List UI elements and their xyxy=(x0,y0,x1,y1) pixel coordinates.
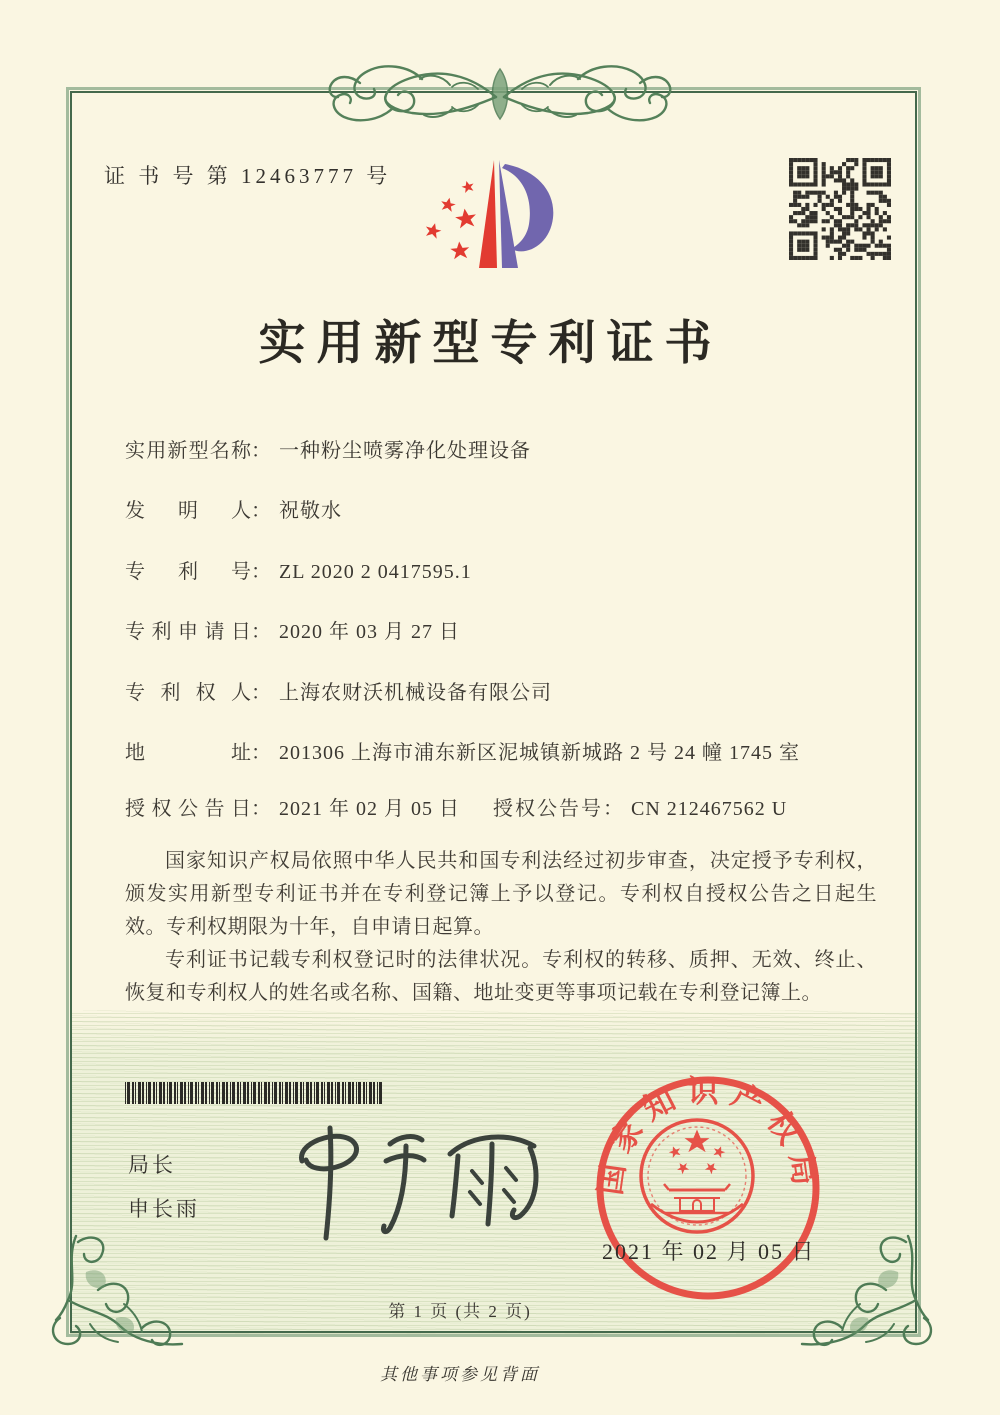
field-value: 祝敬水 xyxy=(279,500,342,522)
official-seal xyxy=(592,1072,824,1304)
page-indicator: 第 1 页 (共 2 页) xyxy=(388,1302,532,1321)
field-label: 专利权人 xyxy=(125,682,251,704)
field-label: 专利申请日 xyxy=(125,621,251,643)
seal-date: 2021 年 02 月 05 日 xyxy=(602,1239,816,1264)
field-grant-number xyxy=(493,792,787,821)
signer-name: 申长雨 xyxy=(128,1197,200,1221)
legal-text-section xyxy=(125,845,877,1010)
legal-paragraph-2: 专利证书记载专利权登记时的法律状况。专利权的转移、质押、无效、终止、恢复和专利权人的姓名或名称、国籍、地址变更等事项记载在专利登记簿上。 xyxy=(125,949,877,1004)
field-row-address xyxy=(125,736,800,765)
field-label: 地址 xyxy=(125,742,251,764)
field-label: 授权公告日 xyxy=(125,798,251,820)
back-side-note: 其他事项参见背面 xyxy=(380,1365,540,1384)
field-row-grant xyxy=(125,792,895,821)
cnipa-logo-icon xyxy=(415,152,565,280)
signer-title: 局长 xyxy=(128,1153,176,1177)
field-row-inventor xyxy=(125,494,342,523)
bottom-left-ornament-icon xyxy=(46,1232,196,1360)
certificate-title: 实用新型专利证书 xyxy=(258,318,723,370)
field-colon: ： xyxy=(251,682,271,704)
field-row-patent-number xyxy=(125,555,472,584)
field-row-filing-date xyxy=(125,615,460,644)
top-border-ornament-icon xyxy=(300,57,700,137)
field-colon: ： xyxy=(251,500,271,522)
signature-icon xyxy=(282,1116,552,1241)
barcode xyxy=(125,1082,387,1104)
field-value: 一种粉尘喷雾净化处理设备 xyxy=(279,440,531,462)
field-value: 2020 年 03 月 27 日 xyxy=(279,621,460,643)
national-emblem-icon xyxy=(641,1120,753,1232)
qr-code xyxy=(789,158,891,260)
field-label: 专利号 xyxy=(125,561,251,583)
field-value: 201306 上海市浦东新区泥城镇新城路 2 号 24 幢 1745 室 xyxy=(279,742,800,764)
field-value: CN 212467562 U xyxy=(631,798,788,820)
field-row-patentee xyxy=(125,676,552,705)
field-value: 上海农财沃机械设备有限公司 xyxy=(279,682,552,704)
field-colon: ： xyxy=(603,798,623,820)
field-label: 发明人 xyxy=(125,500,251,522)
field-label: 授权公告号 xyxy=(493,798,603,820)
field-colon: ： xyxy=(251,440,271,462)
legal-paragraph-1: 国家知识产权局依照中华人民共和国专利法经过初步审查，决定授予专利权，颁发实用新型专利证书并在专利登记簿上予以登记。专利权自授权公告之日起生效。专利权期限为十年，自申请日起算。 xyxy=(125,850,877,938)
certificate-number: 证 书 号 第 12463777 号 xyxy=(104,164,392,188)
seal-agency-text: 国家知识产权局 xyxy=(592,1073,824,1198)
field-colon: ： xyxy=(251,742,271,764)
field-value: ZL 2020 2 0417595.1 xyxy=(279,561,472,583)
field-row-name xyxy=(125,434,531,463)
field-value: 2021 年 02 月 05 日 xyxy=(279,798,460,820)
field-colon: ： xyxy=(251,621,271,643)
field-label: 实用新型名称 xyxy=(125,440,251,462)
field-colon: ： xyxy=(251,798,271,820)
field-colon: ： xyxy=(251,561,271,583)
